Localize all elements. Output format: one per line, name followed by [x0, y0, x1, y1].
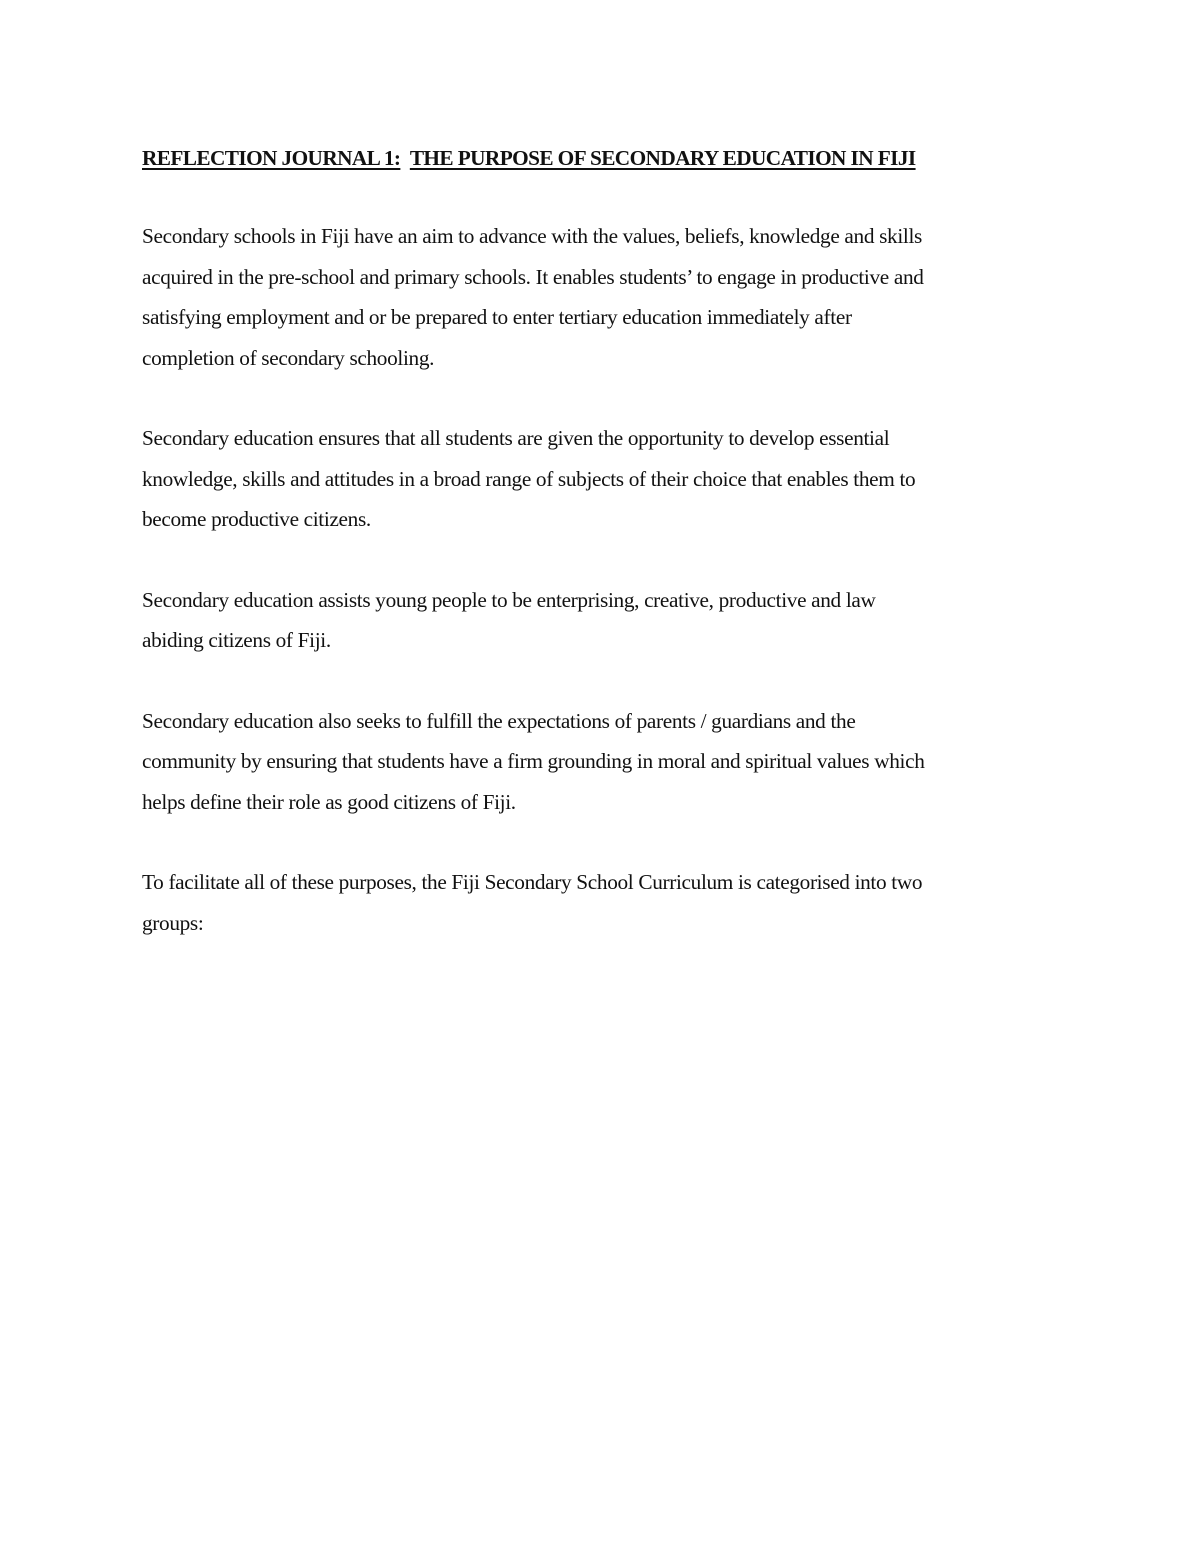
paragraph-line: Secondary education assists young people to be enterprising, creative, productive and law — [142, 587, 876, 612]
paragraph-2 — [142, 418, 1062, 540]
paragraph-line: groups: — [142, 910, 204, 935]
paragraph-line: acquired in the pre-school and primary schools. It enables students’ to engage in productive and — [142, 264, 924, 289]
paragraph-line: Secondary education also seeks to fulfill the expectations of parents / guardians and the — [142, 708, 856, 733]
paragraph-line: Secondary education ensures that all students are given the opportunity to develop essential — [142, 426, 890, 450]
paragraph-3 — [142, 580, 1062, 661]
document-title — [142, 140, 1062, 176]
paragraph-line: completion of secondary schooling. — [142, 345, 435, 370]
paragraph-5 — [142, 862, 1062, 943]
paragraph-1 — [142, 216, 1062, 378]
paragraph-line: knowledge, skills and attitudes in a broad range of subjects of their choice that enables them to — [142, 466, 916, 491]
title-topic: THE PURPOSE OF SECONDARY EDUCATION IN FIJI — [409, 146, 916, 170]
paragraph-line: Secondary schools in Fiji have an aim to advance with the values, beliefs, knowledge and skills — [142, 224, 922, 248]
paragraph-line: helps define their role as good citizens of Fiji. — [142, 789, 516, 814]
paragraph-line: become productive citizens. — [142, 507, 371, 531]
document-body — [142, 140, 1062, 983]
paragraph-line: community by ensuring that students have a firm grounding in moral and spiritual values which — [142, 749, 925, 773]
title-journal-label: REFLECTION JOURNAL 1: — [142, 146, 401, 170]
paragraph-4 — [142, 701, 1062, 823]
paragraph-line: abiding citizens of Fiji. — [142, 628, 331, 652]
paragraph-line: To facilitate all of these purposes, the Fiji Secondary School Curriculum is categorised into two — [142, 870, 923, 894]
paragraph-line: satisfying employment and or be prepared to enter tertiary education immediately after — [142, 305, 852, 329]
